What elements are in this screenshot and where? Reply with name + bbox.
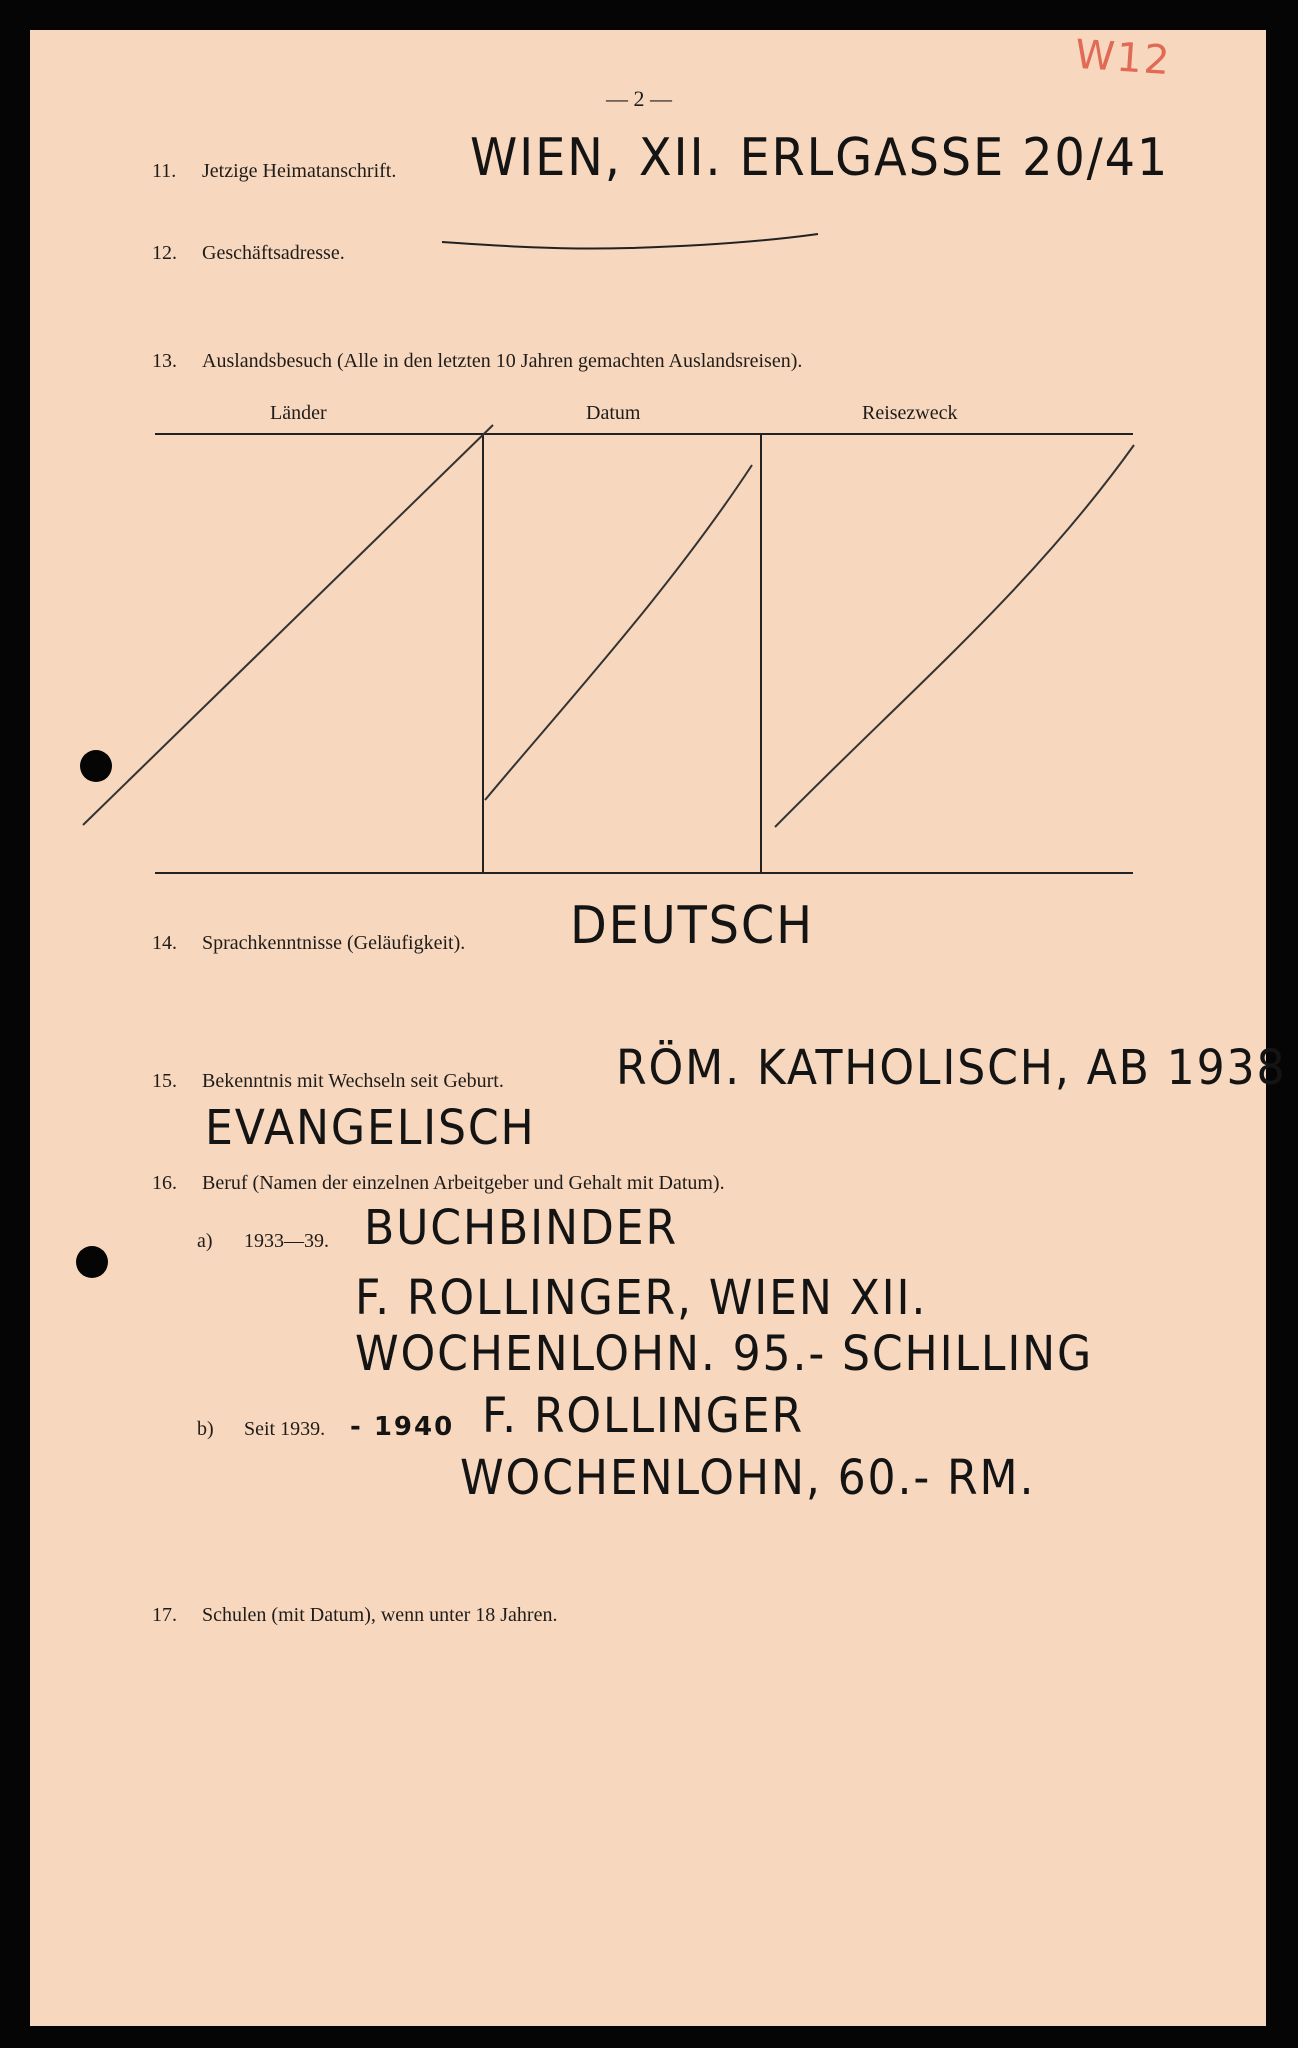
- field-15-number: 15.: [152, 1070, 177, 1092]
- field-16b-line1: F. ROLLINGER: [482, 1388, 804, 1444]
- field-11-value: WIEN, XII. ERLGASSE 20/41: [470, 128, 1170, 188]
- strike-through-lines: [30, 30, 1266, 930]
- field-15-value-line1: RÖM. KATHOLISCH, AB 1938: [616, 1040, 1287, 1096]
- field-15-label: Bekenntnis mit Wechseln seit Geburt.: [202, 1070, 504, 1092]
- field-14-label: Sprachkenntnisse (Geläufigkeit).: [202, 932, 466, 954]
- field-16-number: 16.: [152, 1172, 177, 1194]
- field-16a-line3: WOCHENLOHN. 95.- SCHILLING: [355, 1326, 1094, 1382]
- field-15-value-line2: EVANGELISCH: [205, 1100, 536, 1156]
- field-12-number: 12.: [152, 242, 177, 264]
- field-11-label: Jetzige Heimatanschrift.: [202, 160, 397, 182]
- field-12-label: Geschäftsadresse.: [202, 242, 345, 264]
- field-13-label: Auslandsbesuch (Alle in den letzten 10 Jahren gemachten Auslandsreisen).: [202, 350, 803, 372]
- field-14-number: 14.: [152, 932, 177, 954]
- field-17-label: Schulen (mit Datum), wenn unter 18 Jahren.: [202, 1604, 558, 1626]
- field-16a-date: 1933—39.: [244, 1230, 329, 1252]
- corner-mark: W12: [1073, 31, 1173, 85]
- field-16-label: Beruf (Namen der einzelnen Arbeitgeber und Gehalt mit Datum).: [202, 1172, 725, 1194]
- field-16a-marker: a): [197, 1230, 213, 1252]
- field-16b-line2: WOCHENLOHN, 60.- RM.: [460, 1450, 1036, 1506]
- punch-hole-lower: [76, 1246, 108, 1278]
- column-header-datum: Datum: [586, 402, 641, 424]
- field-16b-date: Seit 1939.: [244, 1418, 326, 1440]
- column-header-reisezweck: Reisezweck: [862, 402, 958, 424]
- field-16b-date-hand: - 1940: [350, 1412, 455, 1442]
- punch-hole-upper: [80, 750, 112, 782]
- field-14-value: DEUTSCH: [570, 896, 814, 956]
- field-16a-line2: F. ROLLINGER, WIEN XII.: [355, 1270, 928, 1326]
- field-16b-marker: b): [197, 1418, 214, 1440]
- field-17-number: 17.: [152, 1604, 177, 1626]
- field-11-number: 11.: [152, 160, 177, 182]
- page-number: — 2 —: [606, 86, 672, 111]
- field-13-number: 13.: [152, 350, 177, 372]
- document-page: [30, 30, 1287, 2026]
- field-16a-line1: BUCHBINDER: [364, 1200, 679, 1256]
- column-header-laender: Länder: [270, 402, 327, 424]
